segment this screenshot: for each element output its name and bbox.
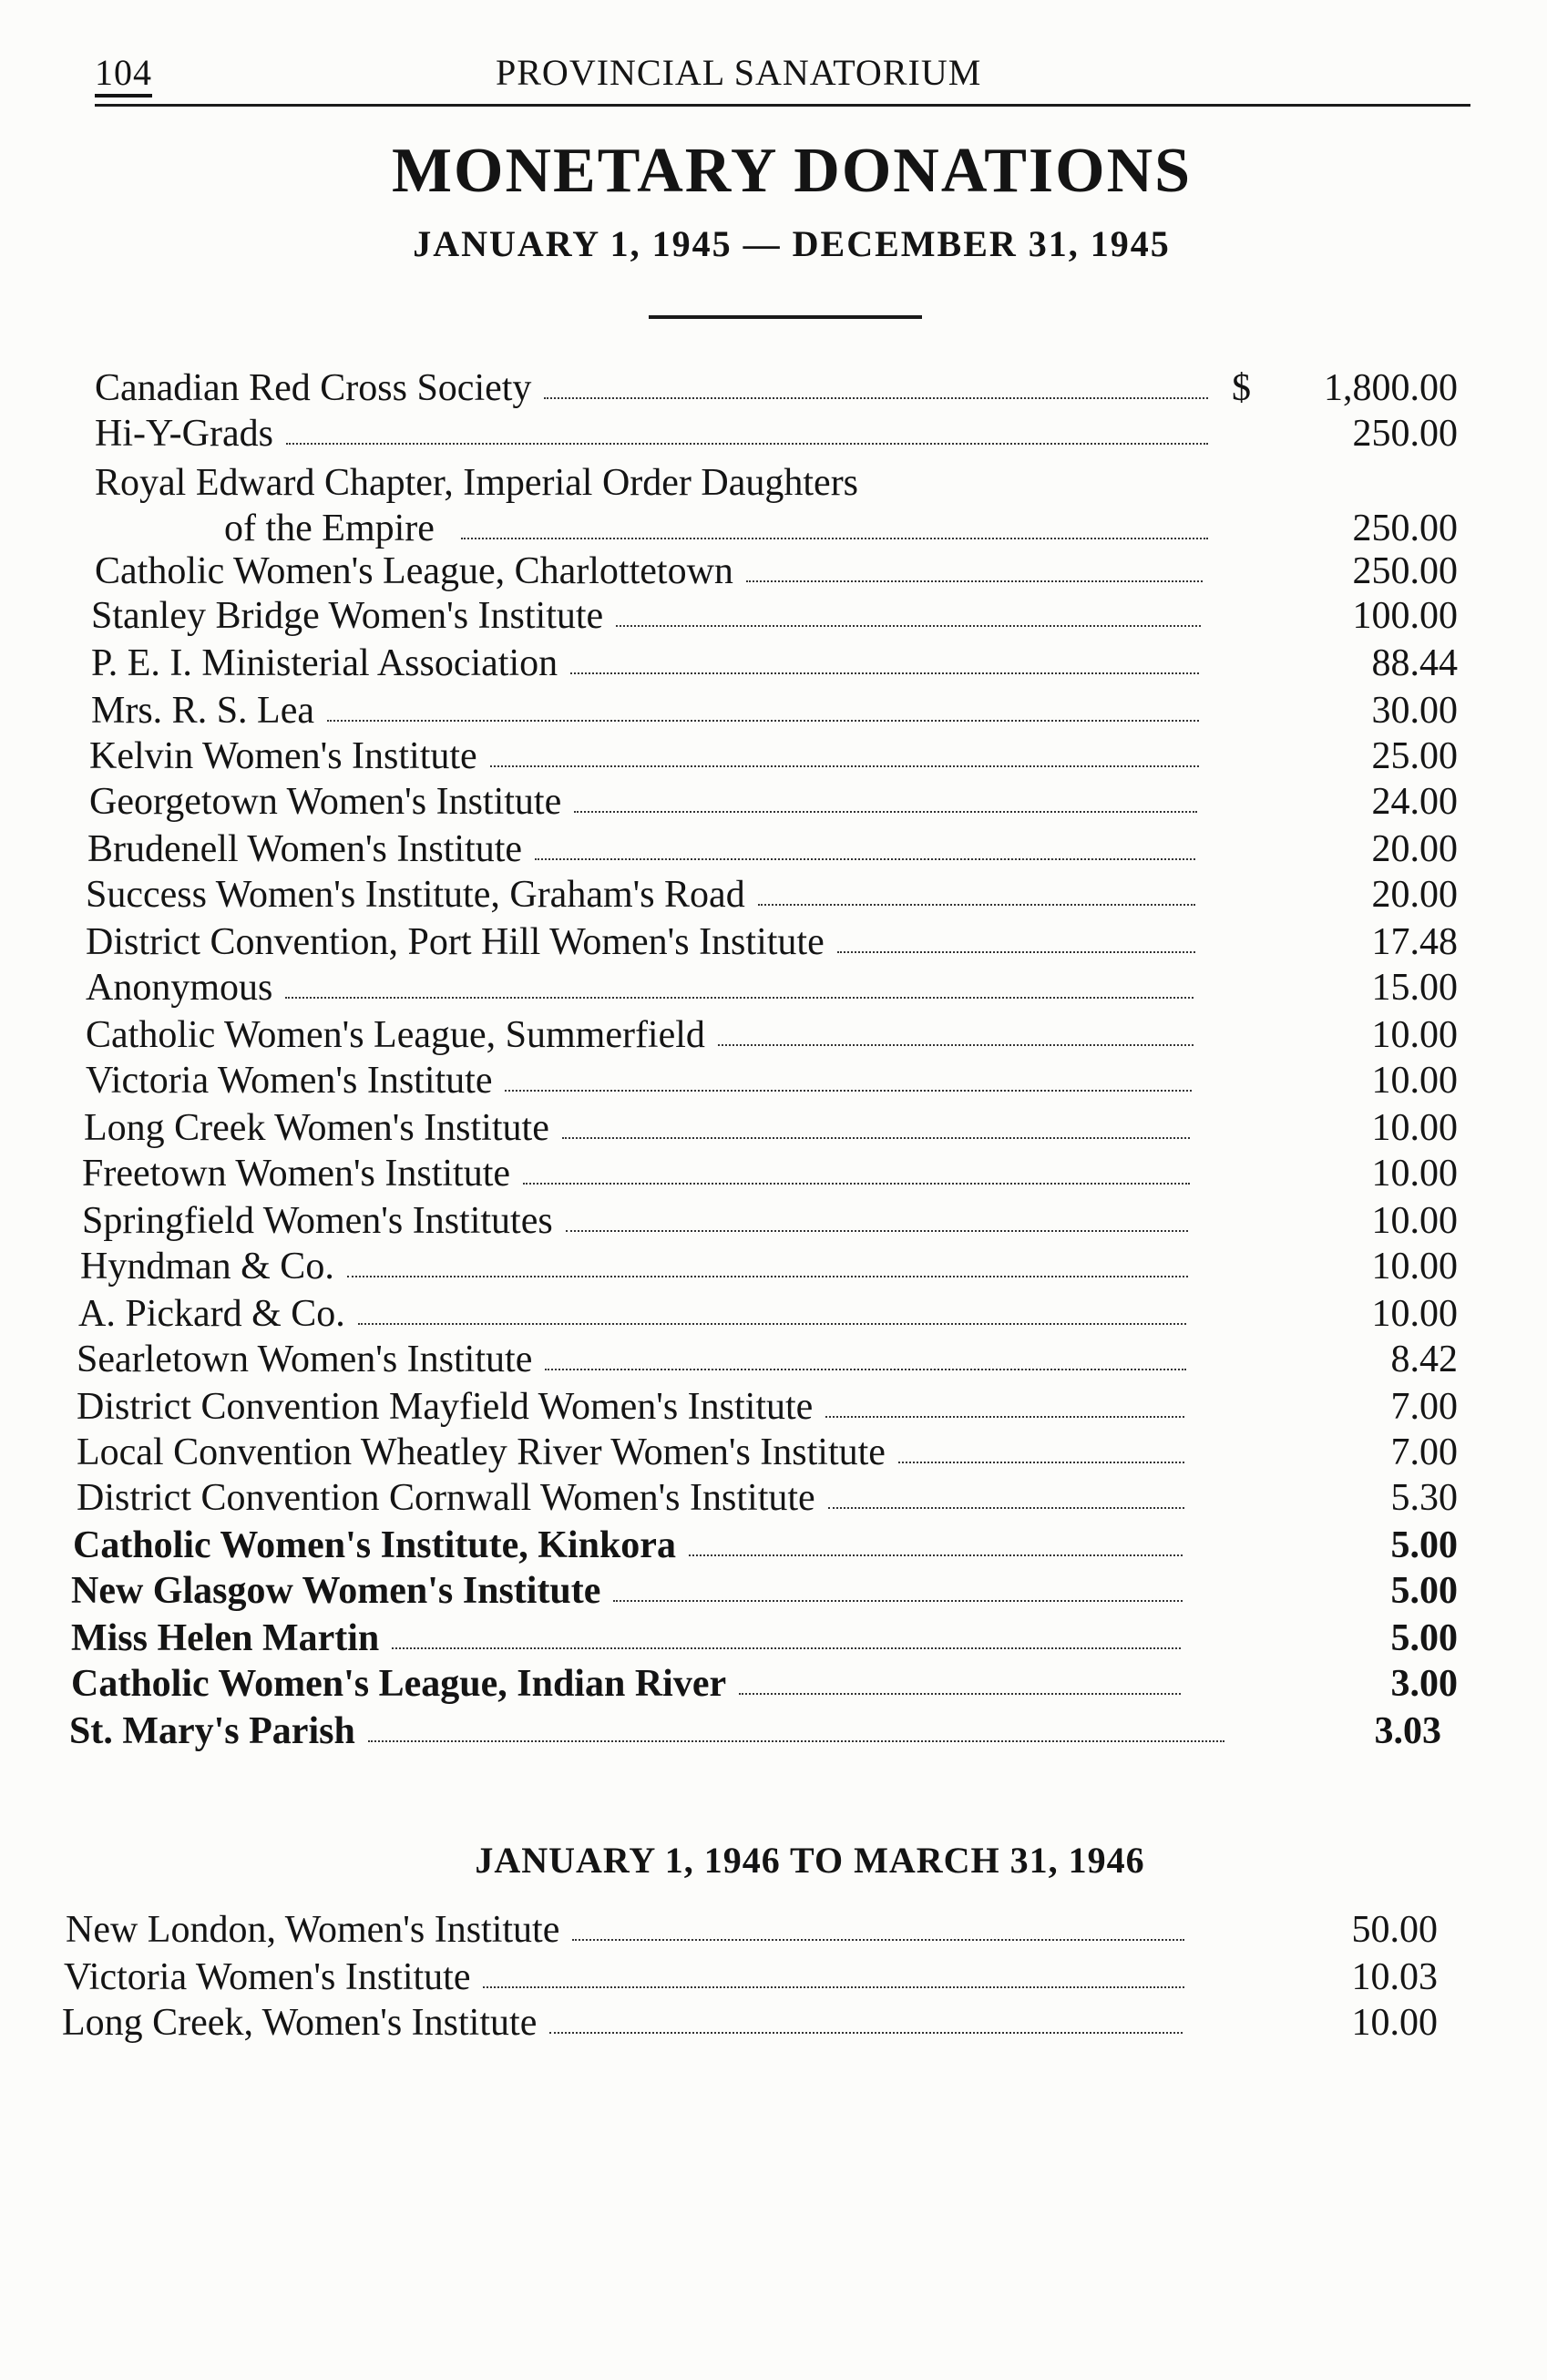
donor-name: Brudenell Women's Institute bbox=[87, 828, 523, 870]
dot-leader bbox=[746, 580, 1203, 582]
dot-leader bbox=[392, 1647, 1181, 1649]
donation-row bbox=[64, 1955, 1438, 1999]
page-title: MONETARY DONATIONS bbox=[391, 136, 1193, 206]
donor-name: Mrs. R. S. Lea bbox=[91, 690, 314, 732]
donation-row bbox=[86, 873, 1458, 917]
dot-leader bbox=[825, 1416, 1184, 1418]
donor-name: Stanley Bridge Women's Institute bbox=[91, 595, 604, 637]
donor-name: Hi-Y-Grads bbox=[95, 413, 273, 455]
period-1946-heading: JANUARY 1, 1946 TO MARCH 31, 1946 bbox=[475, 1840, 1145, 1881]
donation-row bbox=[71, 1616, 1458, 1660]
donation-amount: 20.00 bbox=[1371, 828, 1458, 870]
dot-leader bbox=[544, 397, 1208, 399]
donation-row bbox=[77, 1431, 1458, 1474]
dot-leader bbox=[613, 1600, 1183, 1602]
donation-row bbox=[82, 1199, 1458, 1243]
donor-name: Hyndman & Co. bbox=[80, 1246, 334, 1287]
donor-name: Georgetown Women's Institute bbox=[89, 781, 562, 823]
donation-row bbox=[86, 920, 1458, 964]
donation-amount: 3.00 bbox=[1390, 1663, 1458, 1705]
donor-name: New London, Women's Institute bbox=[66, 1909, 560, 1951]
donor-name: Anonymous bbox=[86, 967, 273, 1009]
donor-name: Royal Edward Chapter, Imperial Order Daughters bbox=[95, 462, 859, 504]
donation-amount: 250.00 bbox=[1352, 550, 1458, 592]
dot-leader bbox=[718, 1044, 1194, 1046]
donation-row bbox=[77, 1338, 1458, 1381]
dot-leader bbox=[483, 1986, 1184, 1988]
dot-leader bbox=[572, 1939, 1184, 1941]
donation-amount: 17.48 bbox=[1371, 921, 1458, 963]
donation-amount: 25.00 bbox=[1371, 735, 1458, 777]
donation-amount: 10.00 bbox=[1371, 1060, 1458, 1102]
donor-name: Long Creek, Women's Institute bbox=[62, 2002, 538, 2044]
donor-name: District Convention, Port Hill Women's Institute bbox=[86, 921, 825, 963]
dot-leader bbox=[286, 443, 1208, 445]
donation-row bbox=[91, 641, 1458, 685]
donation-row bbox=[84, 1106, 1458, 1150]
donation-amount: 20.00 bbox=[1371, 874, 1458, 916]
donation-row bbox=[95, 366, 1458, 410]
donation-row bbox=[91, 594, 1458, 638]
donation-amount: 1,800.00 bbox=[1324, 367, 1458, 409]
donation-amount: 10.00 bbox=[1371, 1153, 1458, 1195]
donation-amount: 250.00 bbox=[1352, 413, 1458, 455]
donation-row bbox=[86, 1059, 1458, 1103]
donation-row bbox=[89, 734, 1458, 778]
dot-leader bbox=[828, 1507, 1184, 1509]
donor-name: Victoria Women's Institute bbox=[64, 1956, 471, 1998]
donation-row bbox=[78, 1292, 1458, 1336]
donor-name: Long Creek Women's Institute bbox=[84, 1107, 549, 1149]
title-divider bbox=[649, 315, 922, 319]
donation-amount: 8.42 bbox=[1390, 1339, 1458, 1380]
donation-amount: 10.00 bbox=[1371, 1246, 1458, 1287]
header-rule bbox=[95, 104, 1470, 107]
dot-leader bbox=[689, 1554, 1183, 1556]
donation-amount: 5.30 bbox=[1390, 1477, 1458, 1519]
donation-amount: 88.44 bbox=[1371, 642, 1458, 684]
running-header bbox=[95, 51, 1470, 97]
donation-amount: 250.00 bbox=[1352, 508, 1458, 549]
donor-name: Success Women's Institute, Graham's Road bbox=[86, 874, 745, 916]
donor-name: Freetown Women's Institute bbox=[82, 1153, 511, 1195]
dot-leader bbox=[490, 765, 1199, 767]
donor-name: A. Pickard & Co. bbox=[78, 1293, 345, 1335]
donor-name: Catholic Women's Institute, Kinkora bbox=[73, 1524, 676, 1566]
running-title: PROVINCIAL SANATORIUM bbox=[496, 52, 982, 93]
dot-leader bbox=[368, 1740, 1224, 1742]
dot-leader bbox=[327, 720, 1199, 722]
donation-amount: 50.00 bbox=[1351, 1909, 1438, 1951]
dot-leader bbox=[545, 1369, 1186, 1370]
dot-leader bbox=[347, 1276, 1188, 1277]
dot-leader bbox=[837, 951, 1195, 953]
dot-leader bbox=[523, 1183, 1190, 1185]
dot-leader bbox=[358, 1323, 1186, 1325]
donation-amount: 5.00 bbox=[1390, 1524, 1458, 1566]
donation-row bbox=[89, 780, 1458, 824]
dot-leader bbox=[285, 997, 1194, 999]
donation-row bbox=[80, 1245, 1458, 1288]
donation-amount: 10.00 bbox=[1351, 2002, 1438, 2044]
donation-row bbox=[91, 689, 1458, 733]
dot-leader bbox=[570, 672, 1199, 674]
donation-amount: 100.00 bbox=[1352, 595, 1458, 637]
currency-symbol: $ bbox=[1232, 367, 1251, 409]
donor-name: Catholic Women's League, Summerfield bbox=[86, 1014, 705, 1056]
donor-name: New Glasgow Women's Institute bbox=[71, 1570, 601, 1612]
donation-amount: 10.00 bbox=[1371, 1107, 1458, 1149]
donation-row bbox=[86, 1013, 1458, 1057]
donation-amount: 3.03 bbox=[1374, 1710, 1441, 1752]
dot-leader bbox=[616, 625, 1201, 627]
donation-row-continuation bbox=[224, 507, 1458, 550]
donation-row bbox=[95, 549, 1458, 593]
donor-name: Catholic Women's League, Charlottetown bbox=[95, 550, 733, 592]
dot-leader bbox=[535, 858, 1195, 860]
dot-leader bbox=[898, 1462, 1184, 1463]
donor-name: District Convention Mayfield Women's Institute bbox=[77, 1386, 814, 1428]
donor-name: Kelvin Women's Institute bbox=[89, 735, 477, 777]
donor-name: Victoria Women's Institute bbox=[86, 1060, 493, 1102]
donation-amount: 30.00 bbox=[1371, 690, 1458, 732]
donation-row bbox=[77, 1385, 1458, 1429]
donor-name: Springfield Women's Institutes bbox=[82, 1200, 553, 1242]
dot-leader bbox=[505, 1090, 1192, 1092]
donation-amount: 10.00 bbox=[1371, 1200, 1458, 1242]
donation-amount: 10.00 bbox=[1371, 1293, 1458, 1335]
donor-name: Local Convention Wheatley River Women's Institute bbox=[77, 1431, 886, 1473]
donation-row bbox=[71, 1662, 1458, 1706]
donation-row bbox=[82, 1152, 1458, 1195]
donation-row bbox=[71, 1569, 1458, 1613]
donation-row bbox=[66, 1908, 1438, 1952]
donation-row bbox=[77, 1476, 1458, 1520]
donation-amount: 15.00 bbox=[1371, 967, 1458, 1009]
donation-row bbox=[73, 1523, 1458, 1567]
donor-name: Searletown Women's Institute bbox=[77, 1339, 533, 1380]
donation-row bbox=[95, 461, 1458, 505]
donation-row bbox=[95, 412, 1458, 456]
dot-leader bbox=[562, 1137, 1190, 1139]
donor-name: District Convention Cornwall Women's Institute bbox=[77, 1477, 815, 1519]
dot-leader bbox=[758, 904, 1195, 906]
donation-amount: 10.00 bbox=[1371, 1014, 1458, 1056]
donor-name: Canadian Red Cross Society bbox=[95, 367, 532, 409]
donation-row bbox=[86, 966, 1458, 1010]
donation-amount: 7.00 bbox=[1390, 1431, 1458, 1473]
donor-name: St. Mary's Parish bbox=[69, 1710, 355, 1752]
donation-row bbox=[69, 1709, 1458, 1753]
donor-name: Catholic Women's League, Indian River bbox=[71, 1663, 727, 1705]
page-number: 104 bbox=[95, 52, 152, 93]
donation-amount: 7.00 bbox=[1390, 1386, 1458, 1428]
donation-amount: 10.03 bbox=[1351, 1956, 1438, 1998]
dot-leader bbox=[461, 538, 1208, 539]
donation-row bbox=[87, 827, 1458, 871]
dot-leader bbox=[739, 1693, 1181, 1695]
dot-leader bbox=[549, 2032, 1183, 2034]
donation-amount: 24.00 bbox=[1371, 781, 1458, 823]
dot-leader bbox=[574, 811, 1197, 813]
donation-amount: 5.00 bbox=[1390, 1570, 1458, 1612]
donor-name: Miss Helen Martin bbox=[71, 1617, 380, 1659]
donor-name-continuation: of the Empire bbox=[224, 508, 435, 549]
donation-amount: 5.00 bbox=[1390, 1617, 1458, 1659]
dot-leader bbox=[566, 1230, 1188, 1232]
donor-name: P. E. I. Ministerial Association bbox=[91, 642, 558, 684]
donation-row bbox=[62, 2001, 1438, 2045]
period-1945-heading: JANUARY 1, 1945 — DECEMBER 31, 1945 bbox=[413, 223, 1171, 264]
